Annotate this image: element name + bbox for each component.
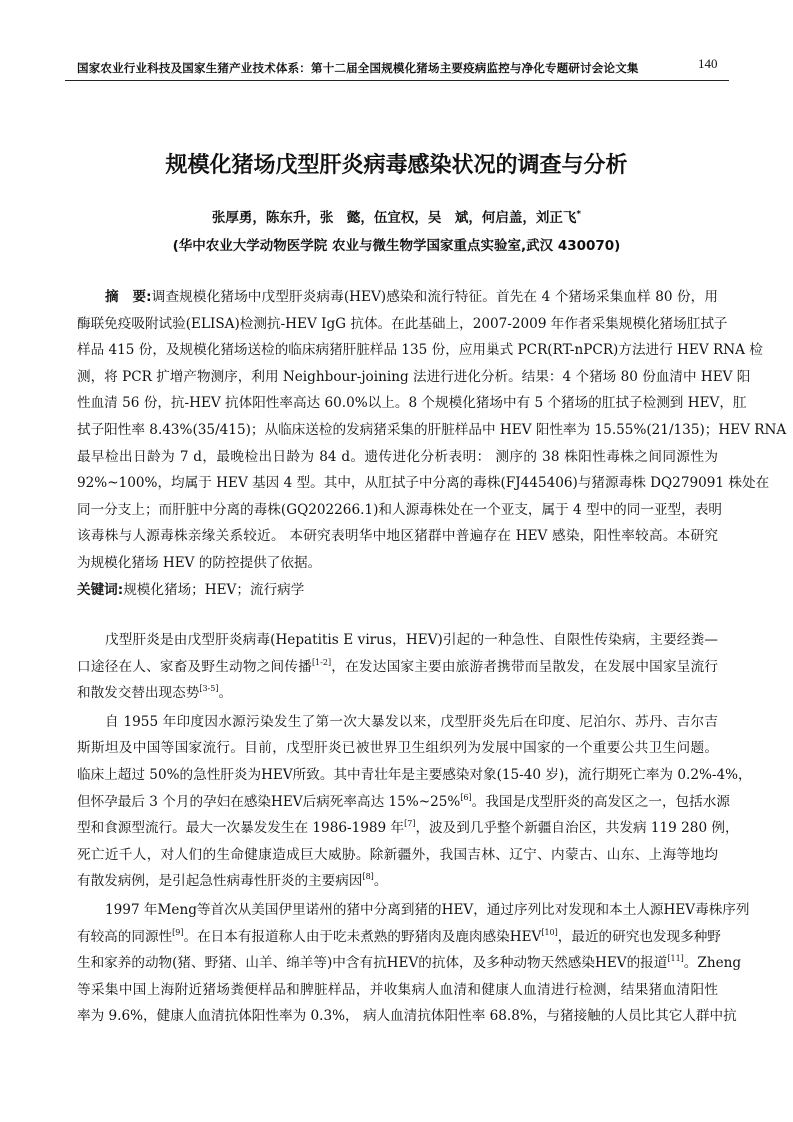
text-line — [77, 950, 742, 977]
keywords-text: 规模化猪场；HEV；流行病学 — [123, 582, 305, 598]
citation[interactable]: [3-5] — [199, 684, 219, 694]
text-run: 该毒株与人源毒株亲缘关系较近。 本研究表明华中地区猪群中普遍存在 HEV 感染，阳性率较高。本研究 — [77, 528, 718, 545]
authors-text: 张厚勇，陈东升，张 懿，伍宜权，吴 斌，何启盖，刘正飞 — [211, 210, 577, 226]
citation[interactable]: [7] — [404, 819, 416, 829]
text-run: 型和食源型流行。最大一次暴发发生在 1986-1989 年 — [77, 820, 405, 837]
text-run: 92%~100%，均属于 HEV 基因 4 型。其中，从肛拭子中分离的毒株(FJ445406)与猪源毒株 DQ279091 株处在 — [77, 475, 770, 492]
text-line — [77, 1003, 737, 1030]
text-run: 。在日本有报道称人由于吃未煮熟的野猪肉及鹿肉感染HEV — [183, 928, 542, 945]
citation[interactable]: [8] — [362, 872, 374, 882]
paragraph — [77, 627, 718, 707]
text-run: 。 — [218, 685, 233, 702]
text-run: 。我国是戊型肝炎的高发区之一，包括水源 — [471, 793, 730, 810]
text-run: 样品 415 份，及规模化猪场送检的临床病猪肝脏样品 135 份，应用巢式 PCR(RT-nPCR)方法进行 HEV RNA 检 — [77, 342, 763, 359]
text-run: 为规模化猪场 HEV 的防控提供了依据。 — [77, 554, 322, 571]
text-line — [77, 364, 751, 391]
text-line — [77, 284, 718, 311]
text-run: 等采集中国上海附近猪场粪便样品和脾脏样品，并收集病人血清和健康人血清进行检测，结果猪血清阳性 — [77, 981, 718, 998]
text-line — [77, 311, 728, 338]
author-list — [0, 206, 793, 226]
text-run: 生和家养的动物(猪、野猪、山羊、绵羊等)中含有抗HEV的抗体，及多种动物天然感染HEV的报道 — [77, 955, 668, 972]
text-line — [77, 654, 718, 681]
text-line — [77, 815, 739, 842]
text-run: 。Zheng — [683, 955, 742, 972]
text-line — [77, 897, 750, 924]
text-run: 率为 9.6%，健康人血清抗体阳性率为 0.3%， 病人血清抗体阳性率 68.8%，与猪接触的人员比其它人群中抗 — [77, 1008, 737, 1025]
text-line — [77, 390, 747, 417]
text-line — [77, 789, 730, 816]
text-run: 最早检出日龄为 7 d，最晚检出日龄为 84 d。遗传进化分析表明： 测序的 38 株阳性毒株之间同源性为 — [77, 448, 718, 465]
abstract-label: 摘 要: — [105, 289, 152, 305]
text-line — [77, 337, 763, 364]
citation[interactable]: [1-2] — [311, 657, 332, 667]
text-run: 测，将 PCR 扩增产物测序，利用 Neighbour-joining 法进行进化分析。结果：4 个猪场 80 份血清中 HEV 阳 — [77, 368, 751, 385]
text-line — [77, 523, 718, 550]
text-run: 酶联免疫吸附试验(ELISA)检测抗-HEV IgG 抗体。在此基础上，2007-2009 年作者采集规模化猪场肛拭子 — [77, 315, 728, 332]
text-run: 口途径在人、家畜及野生动物之间传播 — [77, 658, 312, 675]
text-run: 拭子阳性率 8.43%(35/415)；从临床送检的发病猪采集的肝脏样品中 HEV 阳性率为 15.55%(21/135)；HEV RNA — [77, 421, 787, 438]
text-run: 有散发病例，是引起急性病毒性肝炎的主要病因 — [77, 873, 363, 890]
paragraph — [77, 897, 750, 1030]
keywords-label: 关键词: — [77, 582, 124, 598]
text-line — [77, 680, 718, 707]
citation[interactable]: [10] — [541, 927, 558, 937]
text-run: 有较高的同源性 — [77, 928, 173, 945]
text-line — [77, 709, 718, 736]
text-line — [77, 924, 721, 951]
text-line — [77, 417, 787, 444]
text-line — [77, 550, 718, 577]
citation[interactable]: [11] — [667, 954, 684, 964]
text-run: 临床上超过 50%的急性肝炎为HEV所致。其中青壮年是主要感染对象(15-40 岁)，流行期死亡率为 0.2%-4%， — [77, 766, 752, 783]
running-header: 国家农业行业科技及国家生猪产业技术体系：第十二届全国规模化猪场主要疫病监控与净化专题研讨会论文集 — [77, 61, 639, 75]
text-run: 1997 年Meng等首次从美国伊里诺州的猪中分离到猪的HEV，通过序列比对发现和本土人源HEV毒株序列 — [105, 901, 750, 918]
text-line — [77, 868, 718, 895]
text-line — [77, 842, 718, 869]
text-line — [77, 627, 718, 654]
header-rule — [65, 80, 729, 81]
text-run: ，最近的研究也发现多种野 — [557, 928, 721, 945]
text-run: ，在发达国家主要由旅游者携带而呈散发，在发展中国家呈流行 — [331, 658, 719, 675]
body-text — [77, 627, 752, 1030]
keywords — [77, 577, 718, 604]
page-number: 140 — [698, 56, 718, 71]
citation[interactable]: [6] — [460, 792, 472, 802]
text-line — [77, 470, 770, 497]
text-run: 。 — [373, 873, 388, 890]
text-run: 死亡近千人，对人们的生命健康造成巨大威胁。除新疆外，我国吉林、辽宁、内蒙古、山东、上海等地均 — [77, 846, 718, 863]
abstract — [77, 284, 787, 577]
text-run: 和散发交替出现态势 — [77, 685, 200, 702]
text-line — [77, 497, 722, 524]
text-line — [77, 977, 718, 1004]
text-run: 但怀孕最后 3 个月的孕妇在感染HEV后病死率高达 15%~25% — [77, 793, 461, 810]
text-run: 戊型肝炎是由戊型肝炎病毒(Hepatitis E virus，HEV)引起的一种急性、自限性传染病，主要经粪— — [105, 632, 718, 648]
paragraph — [77, 709, 752, 895]
text-run: 调查规模化猪场中戊型肝炎病毒(HEV)感染和流行特征。首先在 4 个猪场采集血样 80 份，用 — [151, 289, 718, 305]
text-run: 自 1955 年印度因水源污染发生了第一次大暴发以来，戊型肝炎先后在印度、尼泊尔、苏丹、吉尔吉 — [105, 713, 718, 730]
affiliation: (华中农业大学动物医学院 农业与微生物学国家重点实验室,武汉 430070) — [172, 238, 621, 254]
text-line — [77, 444, 718, 471]
text-run: ，波及到几乎整个新疆自治区，共发病 119 280 例， — [415, 820, 739, 837]
text-run: 同一分支上；而肝脏中分离的毒株(GQ202266.1)和人源毒株处在一个亚支，属于 4 型中的同一亚型，表明 — [77, 501, 722, 518]
corresponding-author-mark: * — [576, 209, 582, 220]
text-run: 斯斯坦及中国等国家流行。目前，戊型肝炎已被世界卫生组织列为发展中国家的一个重要公共卫生问题。 — [77, 740, 718, 757]
citation[interactable]: [9] — [172, 927, 184, 937]
text-line — [77, 735, 718, 762]
paper-title: 规模化猪场戊型肝炎病毒感染状况的调查与分析 — [165, 153, 628, 178]
keywords-line — [77, 577, 718, 604]
text-run: 性血清 56 份，抗-HEV 抗体阳性率高达 60.0%以上。8 个规模化猪场中有 5 个猪场的肛拭子检测到 HEV，肛 — [77, 395, 747, 412]
text-line — [77, 762, 752, 789]
